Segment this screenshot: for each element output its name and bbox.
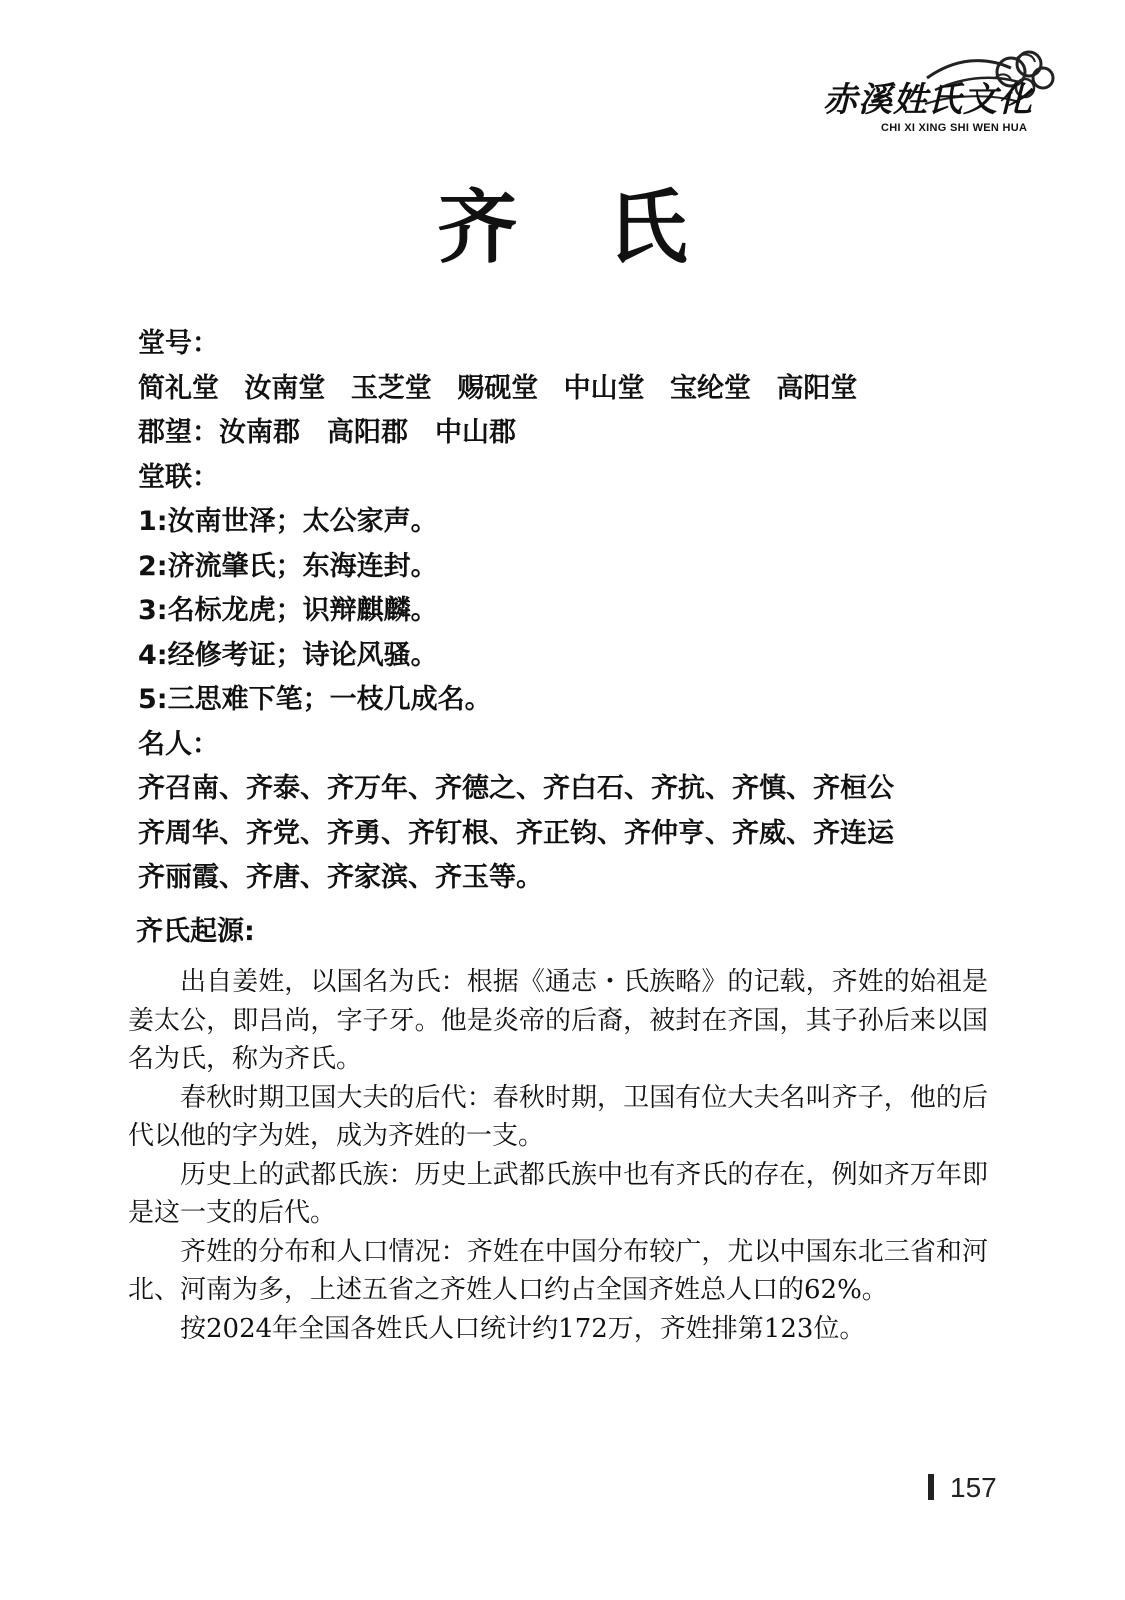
- page-marker-bar: [928, 1474, 934, 1500]
- tanglian-item: 1:汝南世泽；太公家声。: [138, 506, 438, 537]
- tanghao-item: 宝纶堂: [670, 372, 752, 404]
- origin-heading: 齐氏起源:: [136, 916, 255, 947]
- origin-paragraph: 出自姜姓，以国名为氏：根据《通志・氏族略》的记载，齐姓的始祖是姜太公，即吕尚，字子牙。他是炎帝的后裔，被封在齐国，其子孙后来以国名为氏，称为齐氏。: [128, 967, 988, 1074]
- logo-subtitle: CHI XI XING SHI WEN HUA: [881, 122, 1028, 134]
- origin-body: [128, 963, 988, 1348]
- tanglian-label: 堂联：: [138, 461, 219, 493]
- mingren-label: 名人：: [138, 728, 219, 760]
- mingren-line: 齐丽霞、齐唐、齐家滨、齐玉等。: [138, 862, 543, 893]
- junwang-line: 郡望：汝南郡 高阳郡 中山郡: [138, 417, 516, 448]
- tanglian-item: 2:济流肇氏；东海连封。: [138, 550, 438, 582]
- tanghao-item: 简礼堂: [138, 372, 219, 404]
- origin-paragraph: 齐姓的分布和人口情况：齐姓在中国分布较广，尤以中国东北三省和河北、河南为多，上述五省之齐姓人口约占全国齐姓总人口的62%。: [128, 1236, 988, 1305]
- origin-paragraph: 按2024年全国各姓氏人口统计约172万，齐姓排第123位。: [180, 1313, 866, 1344]
- page-title: 齐氏: [437, 180, 778, 274]
- page-number-text: 157: [950, 1472, 997, 1503]
- logo-text: 赤溪姓氏文化: [823, 80, 1033, 120]
- tanglian-item: 5:三思难下笔；一枝几成名。: [138, 684, 492, 715]
- tanglian-item: 3:名标龙虎；识辩麒麟。: [138, 595, 438, 626]
- tanghao-label: 堂号：: [138, 328, 219, 359]
- tanglian-item: 4:经修考证；诗论风骚。: [138, 639, 438, 671]
- origin-paragraph: 春秋时期卫国大夫的后代：春秋时期，卫国有位大夫名叫齐子，他的后代以他的字为姓，成为齐姓的一支。: [128, 1082, 988, 1151]
- mingren-line: 齐周华、齐党、齐勇、齐钉根、齐正钧、齐仲亨、齐威、齐连运: [138, 817, 894, 849]
- mingren-line: 齐召南、齐泰、齐万年、齐德之、齐白石、齐抗、齐慎、齐桓公: [138, 773, 894, 804]
- surname-info-block: [138, 322, 1018, 901]
- logo: [815, 44, 1060, 144]
- tanghao-list: [138, 367, 1018, 412]
- tanghao-item: 汝南堂: [244, 372, 326, 404]
- tanghao-item: 高阳堂: [776, 372, 858, 404]
- tanghao-item: 中山堂: [563, 372, 645, 404]
- tanghao-item: 赐砚堂: [457, 372, 539, 404]
- tanghao-item: 玉芝堂: [350, 372, 432, 404]
- origin-paragraph: 历史上的武都氏族：历史上武都氏族中也有齐氏的存在，例如齐万年即是这一支的后代。: [128, 1159, 988, 1228]
